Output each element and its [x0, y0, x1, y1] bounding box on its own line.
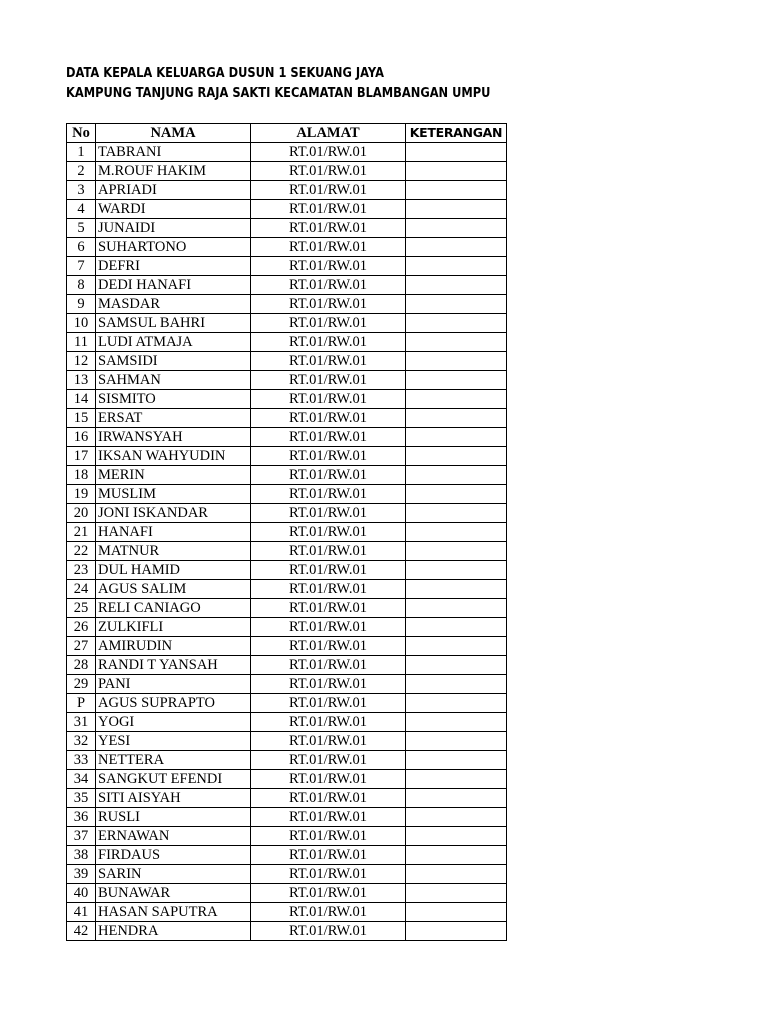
- row-nama-cell: NETTERA: [96, 751, 251, 770]
- row-no-cell: 35: [67, 789, 96, 808]
- row-no-cell: 6: [67, 238, 96, 257]
- row-nama-cell: SITI AISYAH: [96, 789, 251, 808]
- row-nama-cell: YOGI: [96, 713, 251, 732]
- row-alamat-cell: RT.01/RW.01: [251, 751, 406, 770]
- row-keterangan-cell: [406, 162, 507, 181]
- row-keterangan-cell: [406, 903, 507, 922]
- row-keterangan-cell: [406, 580, 507, 599]
- row-alamat-cell: RT.01/RW.01: [251, 884, 406, 903]
- row-nama-cell: IKSAN WAHYUDIN: [96, 447, 251, 466]
- row-nama-cell: HENDRA: [96, 922, 251, 941]
- row-alamat-cell: RT.01/RW.01: [251, 352, 406, 371]
- row-alamat-cell: RT.01/RW.01: [251, 903, 406, 922]
- row-no-cell: 21: [67, 523, 96, 542]
- row-nama-cell: WARDI: [96, 200, 251, 219]
- row-keterangan-cell: [406, 333, 507, 352]
- row-keterangan-cell: [406, 276, 507, 295]
- row-alamat-cell: RT.01/RW.01: [251, 618, 406, 637]
- row-keterangan-cell: [406, 713, 507, 732]
- row-no-cell: 40: [67, 884, 96, 903]
- row-alamat-cell: RT.01/RW.01: [251, 827, 406, 846]
- row-nama-cell: YESI: [96, 732, 251, 751]
- document-title: DATA KEPALA KELUARGA DUSUN 1 SEKUANG JAYA: [66, 66, 384, 81]
- row-keterangan-cell: [406, 504, 507, 523]
- row-nama-cell: SARIN: [96, 865, 251, 884]
- row-keterangan-cell: [406, 808, 507, 827]
- row-nama-cell: AGUS SUPRAPTO: [96, 694, 251, 713]
- row-no-cell: 26: [67, 618, 96, 637]
- row-nama-cell: PANI: [96, 675, 251, 694]
- row-keterangan-cell: [406, 618, 507, 637]
- table-row: [67, 808, 507, 827]
- row-keterangan-cell: [406, 827, 507, 846]
- row-no-cell: 19: [67, 485, 96, 504]
- row-nama-cell: RUSLI: [96, 808, 251, 827]
- row-keterangan-cell: [406, 865, 507, 884]
- row-no-cell: 9: [67, 295, 96, 314]
- row-nama-cell: DEFRI: [96, 257, 251, 276]
- table-row: [67, 713, 507, 732]
- row-keterangan-cell: [406, 447, 507, 466]
- table-header-row: [67, 124, 507, 143]
- table-row: [67, 390, 507, 409]
- row-nama-cell: MATNUR: [96, 542, 251, 561]
- row-keterangan-cell: [406, 922, 507, 941]
- table-row: [67, 200, 507, 219]
- table-row: [67, 903, 507, 922]
- row-keterangan-cell: [406, 675, 507, 694]
- row-nama-cell: SANGKUT EFENDI: [96, 770, 251, 789]
- table-row: [67, 466, 507, 485]
- row-keterangan-cell: [406, 523, 507, 542]
- row-alamat-cell: RT.01/RW.01: [251, 314, 406, 333]
- row-keterangan-cell: [406, 485, 507, 504]
- row-keterangan-cell: [406, 599, 507, 618]
- row-nama-cell: RELI CANIAGO: [96, 599, 251, 618]
- row-no-cell: 3: [67, 181, 96, 200]
- row-alamat-cell: RT.01/RW.01: [251, 390, 406, 409]
- row-keterangan-cell: [406, 561, 507, 580]
- row-no-cell: 10: [67, 314, 96, 333]
- table-row: [67, 371, 507, 390]
- table-row: [67, 732, 507, 751]
- table-row: [67, 143, 507, 162]
- row-nama-cell: FIRDAUS: [96, 846, 251, 865]
- row-nama-cell: AGUS SALIM: [96, 580, 251, 599]
- row-alamat-cell: RT.01/RW.01: [251, 637, 406, 656]
- row-nama-cell: APRIADI: [96, 181, 251, 200]
- row-alamat-cell: RT.01/RW.01: [251, 447, 406, 466]
- row-nama-cell: M.ROUF HAKIM: [96, 162, 251, 181]
- table-row: [67, 219, 507, 238]
- row-alamat-cell: RT.01/RW.01: [251, 181, 406, 200]
- row-no-cell: 22: [67, 542, 96, 561]
- table-row: [67, 656, 507, 675]
- row-keterangan-cell: [406, 181, 507, 200]
- row-alamat-cell: RT.01/RW.01: [251, 276, 406, 295]
- row-no-cell: 25: [67, 599, 96, 618]
- table-row: [67, 789, 507, 808]
- table-row: [67, 751, 507, 770]
- table-row: [67, 580, 507, 599]
- row-no-cell: 32: [67, 732, 96, 751]
- row-keterangan-cell: [406, 770, 507, 789]
- table-row: [67, 599, 507, 618]
- row-nama-cell: IRWANSYAH: [96, 428, 251, 447]
- row-no-cell: 36: [67, 808, 96, 827]
- row-no-cell: 31: [67, 713, 96, 732]
- row-nama-cell: MUSLIM: [96, 485, 251, 504]
- row-alamat-cell: RT.01/RW.01: [251, 371, 406, 390]
- row-nama-cell: SUHARTONO: [96, 238, 251, 257]
- row-no-cell: 17: [67, 447, 96, 466]
- table-row: [67, 827, 507, 846]
- row-keterangan-cell: [406, 846, 507, 865]
- table-row: [67, 675, 507, 694]
- table-row: [67, 257, 507, 276]
- row-no-cell: 23: [67, 561, 96, 580]
- row-alamat-cell: RT.01/RW.01: [251, 789, 406, 808]
- table-row: [67, 884, 507, 903]
- row-nama-cell: AMIRUDIN: [96, 637, 251, 656]
- row-keterangan-cell: [406, 257, 507, 276]
- row-keterangan-cell: [406, 656, 507, 675]
- row-alamat-cell: RT.01/RW.01: [251, 333, 406, 352]
- table-row: [67, 333, 507, 352]
- table-row: [67, 561, 507, 580]
- table-row: [67, 295, 507, 314]
- row-keterangan-cell: [406, 428, 507, 447]
- row-no-cell: P: [67, 694, 96, 713]
- row-no-cell: 15: [67, 409, 96, 428]
- row-nama-cell: SAHMAN: [96, 371, 251, 390]
- table-row: [67, 162, 507, 181]
- row-keterangan-cell: [406, 884, 507, 903]
- row-keterangan-cell: [406, 352, 507, 371]
- row-nama-cell: ZULKIFLI: [96, 618, 251, 637]
- row-keterangan-cell: [406, 694, 507, 713]
- row-nama-cell: DUL HAMID: [96, 561, 251, 580]
- row-alamat-cell: RT.01/RW.01: [251, 846, 406, 865]
- row-alamat-cell: RT.01/RW.01: [251, 219, 406, 238]
- household-table: [66, 123, 507, 941]
- row-no-cell: 7: [67, 257, 96, 276]
- row-alamat-cell: RT.01/RW.01: [251, 599, 406, 618]
- row-nama-cell: BUNAWAR: [96, 884, 251, 903]
- row-alamat-cell: RT.01/RW.01: [251, 808, 406, 827]
- row-no-cell: 29: [67, 675, 96, 694]
- row-alamat-cell: RT.01/RW.01: [251, 428, 406, 447]
- row-alamat-cell: RT.01/RW.01: [251, 656, 406, 675]
- header-nama: NAMA: [96, 124, 251, 143]
- row-no-cell: 42: [67, 922, 96, 941]
- row-no-cell: 4: [67, 200, 96, 219]
- row-no-cell: 39: [67, 865, 96, 884]
- row-no-cell: 16: [67, 428, 96, 447]
- table-row: [67, 276, 507, 295]
- row-keterangan-cell: [406, 542, 507, 561]
- row-nama-cell: ERNAWAN: [96, 827, 251, 846]
- row-no-cell: 8: [67, 276, 96, 295]
- row-alamat-cell: RT.01/RW.01: [251, 694, 406, 713]
- row-nama-cell: TABRANI: [96, 143, 251, 162]
- row-nama-cell: SISMITO: [96, 390, 251, 409]
- row-alamat-cell: RT.01/RW.01: [251, 561, 406, 580]
- table-row: [67, 846, 507, 865]
- row-no-cell: 37: [67, 827, 96, 846]
- row-no-cell: 2: [67, 162, 96, 181]
- row-keterangan-cell: [406, 732, 507, 751]
- row-no-cell: 34: [67, 770, 96, 789]
- table-row: [67, 523, 507, 542]
- row-alamat-cell: RT.01/RW.01: [251, 542, 406, 561]
- row-alamat-cell: RT.01/RW.01: [251, 865, 406, 884]
- row-alamat-cell: RT.01/RW.01: [251, 523, 406, 542]
- row-no-cell: 5: [67, 219, 96, 238]
- row-no-cell: 13: [67, 371, 96, 390]
- table-row: [67, 637, 507, 656]
- row-keterangan-cell: [406, 219, 507, 238]
- table-row: [67, 181, 507, 200]
- row-nama-cell: JUNAIDI: [96, 219, 251, 238]
- table-row: [67, 447, 507, 466]
- row-no-cell: 11: [67, 333, 96, 352]
- row-alamat-cell: RT.01/RW.01: [251, 200, 406, 219]
- row-nama-cell: HASAN SAPUTRA: [96, 903, 251, 922]
- row-nama-cell: LUDI ATMAJA: [96, 333, 251, 352]
- row-nama-cell: DEDI HANAFI: [96, 276, 251, 295]
- row-alamat-cell: RT.01/RW.01: [251, 732, 406, 751]
- table-row: [67, 865, 507, 884]
- row-no-cell: 18: [67, 466, 96, 485]
- row-no-cell: 20: [67, 504, 96, 523]
- row-nama-cell: SAMSUL BAHRI: [96, 314, 251, 333]
- row-no-cell: 41: [67, 903, 96, 922]
- table-row: [67, 352, 507, 371]
- row-nama-cell: RANDI T YANSAH: [96, 656, 251, 675]
- row-keterangan-cell: [406, 238, 507, 257]
- row-nama-cell: ERSAT: [96, 409, 251, 428]
- table-row: [67, 504, 507, 523]
- table-row: [67, 238, 507, 257]
- row-keterangan-cell: [406, 751, 507, 770]
- row-keterangan-cell: [406, 371, 507, 390]
- row-no-cell: 12: [67, 352, 96, 371]
- row-alamat-cell: RT.01/RW.01: [251, 162, 406, 181]
- table-row: [67, 409, 507, 428]
- row-alamat-cell: RT.01/RW.01: [251, 143, 406, 162]
- row-nama-cell: MASDAR: [96, 295, 251, 314]
- row-alamat-cell: RT.01/RW.01: [251, 770, 406, 789]
- document-subtitle: KAMPUNG TANJUNG RAJA SAKTI KECAMATAN BLAMBANGAN UMPU: [66, 86, 491, 101]
- row-alamat-cell: RT.01/RW.01: [251, 485, 406, 504]
- row-alamat-cell: RT.01/RW.01: [251, 257, 406, 276]
- row-alamat-cell: RT.01/RW.01: [251, 409, 406, 428]
- row-alamat-cell: RT.01/RW.01: [251, 466, 406, 485]
- header-alamat: ALAMAT: [251, 124, 406, 143]
- row-keterangan-cell: [406, 295, 507, 314]
- table-row: [67, 542, 507, 561]
- header-no: No: [67, 124, 96, 143]
- row-alamat-cell: RT.01/RW.01: [251, 922, 406, 941]
- row-no-cell: 33: [67, 751, 96, 770]
- table-row: [67, 922, 507, 941]
- row-keterangan-cell: [406, 637, 507, 656]
- row-no-cell: 27: [67, 637, 96, 656]
- row-keterangan-cell: [406, 390, 507, 409]
- row-keterangan-cell: [406, 143, 507, 162]
- table-row: [67, 314, 507, 333]
- row-alamat-cell: RT.01/RW.01: [251, 713, 406, 732]
- table-row: [67, 694, 507, 713]
- row-keterangan-cell: [406, 789, 507, 808]
- row-nama-cell: SAMSIDI: [96, 352, 251, 371]
- row-alamat-cell: RT.01/RW.01: [251, 504, 406, 523]
- row-nama-cell: HANAFI: [96, 523, 251, 542]
- row-alamat-cell: RT.01/RW.01: [251, 675, 406, 694]
- table-body: [67, 143, 507, 941]
- table-row: [67, 618, 507, 637]
- row-alamat-cell: RT.01/RW.01: [251, 238, 406, 257]
- table-row: [67, 428, 507, 447]
- row-nama-cell: JONI ISKANDAR: [96, 504, 251, 523]
- row-keterangan-cell: [406, 409, 507, 428]
- table-row: [67, 770, 507, 789]
- row-keterangan-cell: [406, 314, 507, 333]
- header-keterangan: KETERANGAN: [406, 124, 507, 143]
- row-no-cell: 38: [67, 846, 96, 865]
- table-row: [67, 485, 507, 504]
- row-alamat-cell: RT.01/RW.01: [251, 295, 406, 314]
- row-keterangan-cell: [406, 466, 507, 485]
- row-no-cell: 1: [67, 143, 96, 162]
- row-no-cell: 24: [67, 580, 96, 599]
- row-no-cell: 28: [67, 656, 96, 675]
- row-nama-cell: MERIN: [96, 466, 251, 485]
- row-alamat-cell: RT.01/RW.01: [251, 580, 406, 599]
- row-keterangan-cell: [406, 200, 507, 219]
- row-no-cell: 14: [67, 390, 96, 409]
